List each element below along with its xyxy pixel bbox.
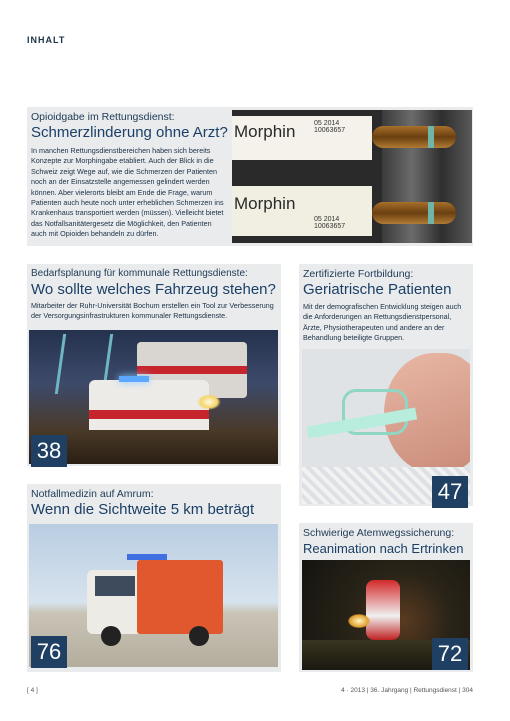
- ambulance-box: [137, 560, 223, 634]
- blue-light: [127, 554, 167, 560]
- ampoule-ring: [428, 126, 434, 148]
- headlight-glow: [197, 394, 221, 410]
- page-badge: 47: [432, 476, 468, 508]
- page-badge: 38: [31, 435, 67, 467]
- article-teaser: Mitarbeiter der Ruhr-Universität Bochum erstellen ein Tool zur Verbesserung der Versorgungsinfrastrukturen kommunaler Rettungsdienste.: [31, 301, 274, 321]
- ambulance-front-stripe: [89, 410, 209, 419]
- article-kicker: Zertifizierte Fortbildung:: [303, 268, 414, 280]
- page-badge: 76: [31, 636, 67, 668]
- article-kicker: Schwierige Atemwegssicherung:: [303, 527, 455, 539]
- article-headline: Wenn die Sichtweite 5 km beträgt: [31, 501, 255, 518]
- article-opioid[interactable]: [27, 107, 473, 246]
- article-kicker: Bedarfsplanung für kommunale Rettungsdienste:: [31, 268, 248, 279]
- ampoule-batch: 05 2014 10063657: [314, 120, 346, 134]
- footer-page-number: [ 4 ]: [27, 687, 38, 694]
- article-headline: Reanimation nach Ertrinken: [303, 541, 464, 556]
- ambulance-windshield: [95, 576, 135, 596]
- article-headline: Wo sollte welches Fahrzeug stehen?: [31, 281, 276, 298]
- article-headline: Schmerzlinderung ohne Arzt?: [31, 124, 228, 141]
- footer-issue: 4 · 2013 | 36. Jahrgang | Rettungsdienst | 304: [341, 687, 473, 694]
- article-bedarfsplanung[interactable]: [27, 264, 281, 466]
- ampoule-name: Morphin: [234, 194, 296, 213]
- ampoule-batch: 05 2014 10063657: [314, 216, 346, 230]
- ampoule-ring: [428, 202, 434, 224]
- article-teaser: Mit der demografischen Entwicklung steigen auch die Anforderungen an Rettungsdienstpersonal, Ärzte, Physiotherapeuten und andere an der Behandlung beteiligte Gruppen.: [303, 302, 462, 343]
- ampoule-name: Morphin: [234, 122, 296, 141]
- article-fortbildung[interactable]: [299, 264, 473, 506]
- rescue-light: [348, 614, 370, 628]
- article-kicker: Opioidgabe im Rettungsdienst:: [31, 111, 175, 123]
- article-kicker: Notfallmedizin auf Amrum:: [31, 488, 154, 500]
- morphine-ampoules-photo: [232, 110, 472, 243]
- wheel: [101, 626, 121, 646]
- ampoule-glass: [372, 202, 456, 224]
- article-teaser: In manchen Rettungsdienstbereichen haben sich bereits Konzepte zur Morphingabe etabliert. Auch der Blick in die Schweiz zeigt Wege auf, wie die Schmerzen der Patienten noch an der Einsatzstelle angemessen gelindert werden können. Aber vielerorts bleibt am Ende die Frage, warum Patienten auch heute noch unter erheblichen Schmerzen ins Krankenhaus transportiert werden (müssen). Vielleicht bietet das Notfallsanitätergesetz die Möglichkeit, den Patienten auch mit Opioiden behandeln zu dürfen.: [31, 146, 224, 239]
- blue-light: [119, 376, 149, 382]
- article-atemweg[interactable]: [299, 523, 473, 672]
- article-amrum[interactable]: [27, 484, 281, 672]
- page-badge: 72: [432, 638, 468, 670]
- ambulance-stripe: [137, 366, 247, 374]
- ampoule-glass: [372, 126, 456, 148]
- section-label: INHALT: [27, 35, 66, 45]
- rescuer: [366, 580, 400, 640]
- article-headline: Geriatrische Patienten: [303, 281, 452, 298]
- wheel: [189, 626, 209, 646]
